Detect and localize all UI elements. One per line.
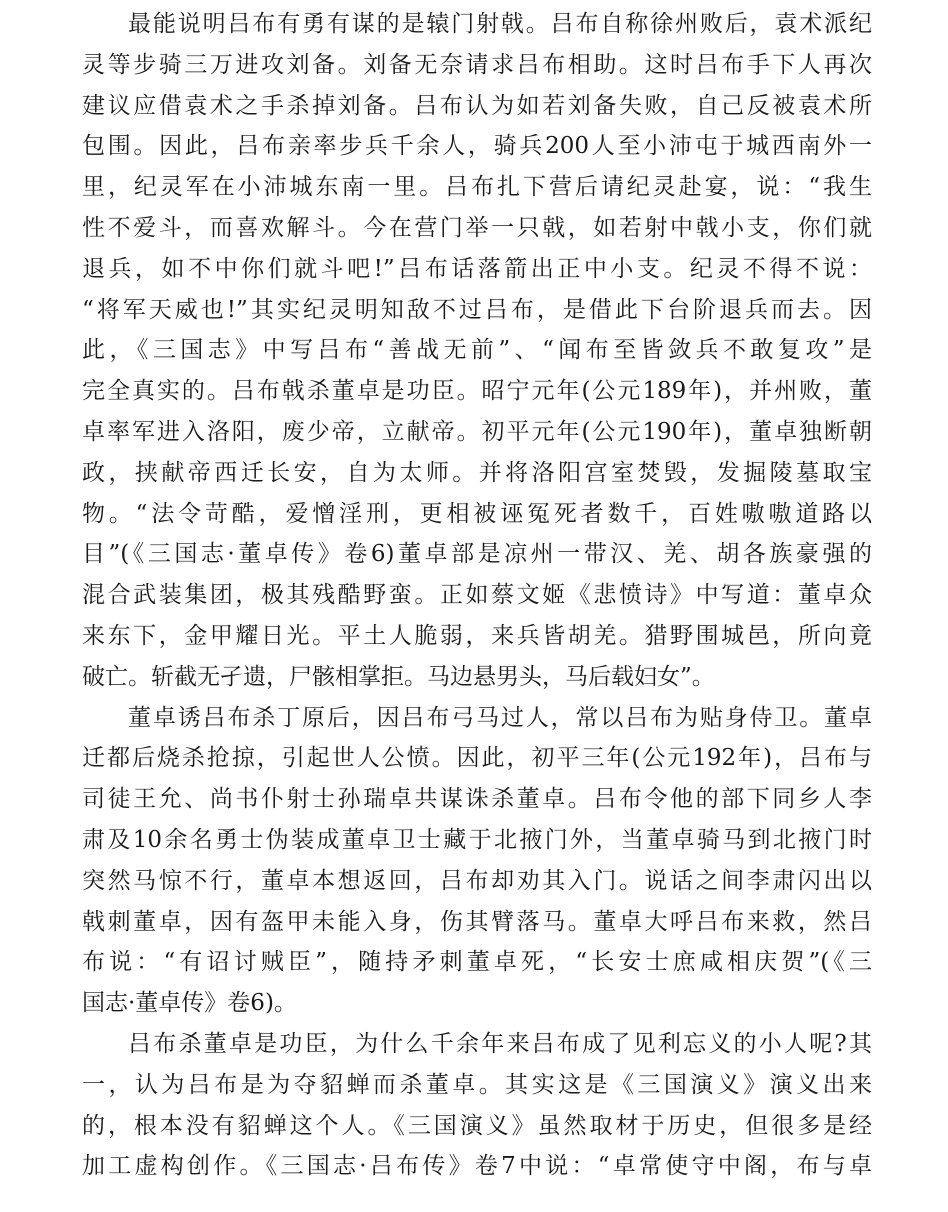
text-line: 肃及10余名勇士伪装成董卓卫士藏于北掖门外，当董卓骑马到北掖门时 bbox=[82, 826, 872, 853]
text-line: 国志·董卓传》卷6)。 bbox=[82, 990, 297, 1017]
text-line: 里，纪灵军在小沛城东南一里。吕布扎下营后请纪灵赴宴，说：“我生 bbox=[82, 174, 872, 201]
text-line: 一，认为吕布是为夺貂蝉而杀董卓。其实这是《三国演义》演义出来 bbox=[82, 1071, 872, 1098]
text-line: 的，根本没有貂蝉这个人。《三国演义》虽然取材于历史，但很多是经 bbox=[82, 1112, 872, 1139]
text-line: 退兵，如不中你们就斗吧!”吕布话落箭出正中小支。纪灵不得不说： bbox=[82, 255, 872, 282]
text-line: 迁都后烧杀抢掠，引起世人公愤。因此，初平三年(公元192年)，吕布与 bbox=[82, 745, 872, 772]
text-line: 卓率军进入洛阳，废少帝，立献帝。初平元年(公元190年)，董卓独断朝 bbox=[82, 418, 872, 445]
text-line: “将军天威也!”其实纪灵明知敌不过吕布，是借此下台阶退兵而去。因 bbox=[82, 296, 872, 323]
text-line: 吕布杀董卓是功臣，为什么千余年来吕布成了见利忘义的小人呢?其 bbox=[128, 1030, 872, 1057]
text-line: 董卓诱吕布杀丁原后，因吕布弓马过人，常以吕布为贴身侍卫。董卓 bbox=[128, 704, 872, 731]
text-line: 突然马惊不行，董卓本想返回，吕布却劝其入门。说话之间李肃闪出以 bbox=[82, 867, 872, 894]
text-line: 布说：“有诏讨贼臣”，随持矛刺董卓死，“长安士庶咸相庆贺”(《三 bbox=[82, 949, 872, 976]
text-line: 戟刺董卓，因有盔甲未能入身，伤其臂落马。董卓大呼吕布来救，然吕 bbox=[82, 908, 872, 935]
text-line: 性不爱斗，而喜欢解斗。今在营门举一只戟，如若射中戟小支，你们就 bbox=[82, 214, 872, 241]
text-line: 完全真实的。吕布戟杀董卓是功臣。昭宁元年(公元189年)，并州败，董 bbox=[82, 378, 872, 405]
document-page bbox=[82, 4, 872, 1187]
paragraph-2 bbox=[82, 698, 872, 1024]
text-line: 司徒王允、尚书仆射士孙瑞卓共谋诛杀董卓。吕布令他的部下同乡人李 bbox=[82, 786, 872, 813]
text-line: 物。“法令苛酷，爱憎淫刑，更相被诬冤死者数千，百姓嗷嗷道路以 bbox=[82, 500, 872, 527]
text-line: 混合武装集团，极其残酷野蛮。正如蔡文姬《悲愤诗》中写道：董卓众 bbox=[82, 582, 872, 609]
text-line: 破亡。斩截无孑遗，尸骸相掌拒。马边悬男头，马后载妇女”。 bbox=[82, 663, 715, 690]
text-line: 灵等步骑三万进攻刘备。刘备无奈请求吕布相助。这时吕布手下人再次 bbox=[82, 51, 872, 78]
paragraph-1 bbox=[82, 4, 872, 698]
text-line: 来东下，金甲耀日光。平土人脆弱，来兵皆胡羌。猎野围城邑，所向竟 bbox=[82, 622, 872, 649]
text-line: 建议应借袁术之手杀掉刘备。吕布认为如若刘备失败，自己反被袁术所 bbox=[82, 92, 872, 119]
text-line: 目”(《三国志·董卓传》卷6)董卓部是凉州一带汉、羌、胡各族豪强的 bbox=[82, 541, 872, 568]
text-line: 加工虚构创作。《三国志·吕布传》卷7中说：“卓常使守中阁，布与卓 bbox=[82, 1153, 872, 1180]
text-line: 包围。因此，吕布亲率步兵千余人，骑兵200人至小沛屯于城西南外一 bbox=[82, 133, 872, 160]
text-line: 最能说明吕布有勇有谋的是辕门射戟。吕布自称徐州败后，袁术派纪 bbox=[128, 11, 872, 37]
text-line: 政，挟献帝西迁长安，自为太师。并将洛阳宫室焚毁，发掘陵墓取宝 bbox=[82, 459, 872, 486]
paragraph-3 bbox=[82, 1024, 872, 1187]
text-line: 此，《三国志》中写吕布“善战无前”、“闻布至皆敛兵不敢复攻”是 bbox=[82, 337, 872, 364]
